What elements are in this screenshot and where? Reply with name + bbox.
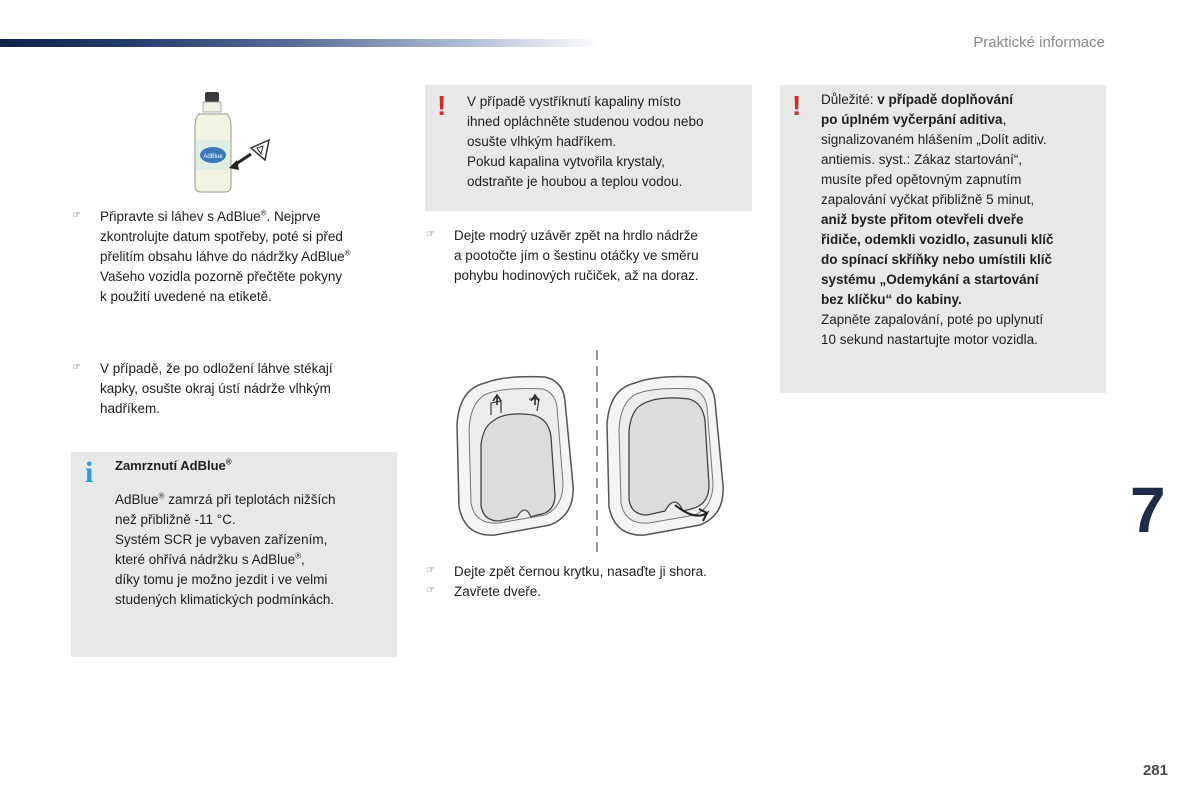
step-replace-cap-text: Dejte modrý uzávěr zpět na hrdlo nádrže a pootočte jím o šestinu otáčky ve směru pohybu hodinových ručiček, až na doraz. [454, 228, 699, 283]
info-box-body: AdBlue® zamrzá při teplotách nižších než přibližně -11 °C. Systém SCR je vybaven zařízením, které ohřívá nádržku s AdBlue®, díky tomu je možno jezdit i ve velmi studených klimatických podmínkách. [115, 491, 336, 607]
bottle-label: AdBlue [203, 154, 223, 160]
header-color-bar [0, 39, 600, 47]
step-replace-black-cap-text: Dejte zpět černou krytku, nasaďte ji shora. [454, 564, 707, 579]
step-close-door [426, 582, 541, 602]
info-box-title: Zamrznutí AdBlue® [115, 457, 232, 473]
chapter-number: 7 [1130, 474, 1166, 546]
bullet-arrow-icon: ☞ [426, 565, 435, 576]
bullet-arrow-icon: ☞ [426, 229, 435, 240]
step-replace-cap [426, 226, 699, 286]
step-replace-black-cap [426, 562, 707, 582]
warning-box-empty-additive-text: Důležité: v případě doplňování po úplném vyčerpání aditiva, signalizovaném hlášením „Dolít aditiv. antiemis. syst.: Zákaz startování“, musíte před opětovným zapnutím zapalování vyčkat přibližně 5 minut, aniž byste přitom otevřeli dveře řidiče, odemkli vozidlo, zasunuli klíč do spínací skříňky nebo umístili klíč systému „Odemykání a startování bez klíčku“ do kabiny. Zapněte zapalování, poté po uplynutí 10 sekund nastartujte motor vozidla. [821, 92, 1054, 347]
warning-box-spill-text: V případě vystříknutí kapaliny místo ihned opláchněte studenou vodou nebo osušte vlhkým hadříkem. Pokud kapalina vytvořila krystaly, odstraňte je houbou a teplou vodou. [467, 94, 704, 189]
page-number: 281 [1142, 762, 1168, 779]
info-icon: i [85, 456, 94, 489]
adblue-bottle-illustration [185, 88, 285, 198]
info-box-freezing [71, 452, 397, 657]
step-prepare-bottle-text: Připravte si láhev s AdBlue®. Nejprve zkontrolujte datum spotřeby, poté si před přelitím obsahu láhve do nádržky AdBlue® Vašeho vozidla pozorně přečtěte pokyny k použití uvedené na etiketě. [100, 208, 351, 304]
warning-box-empty-additive [780, 85, 1106, 393]
bullet-arrow-icon: ☞ [72, 210, 81, 221]
step-wipe-drops-text: V případě, že po odložení láhve stékají kapky, osušte okraj ústí nádrže vlhkým hadříkem. [100, 361, 333, 416]
filler-cover-illustration [445, 345, 750, 560]
exclamation-warning-icon: ! [792, 90, 802, 121]
step-wipe-drops [72, 359, 333, 419]
bullet-arrow-icon: ☞ [72, 362, 81, 373]
exclamation-warning-icon: ! [437, 90, 447, 121]
bullet-arrow-icon: ☞ [426, 585, 435, 596]
section-title: Praktické informace [973, 34, 1105, 51]
step-close-door-text: Zavřete dveře. [454, 584, 542, 599]
warning-box-spill [425, 85, 752, 211]
bottle-icon [185, 88, 285, 198]
cover-diagram-icon [445, 345, 750, 560]
step-prepare-bottle [72, 207, 351, 307]
